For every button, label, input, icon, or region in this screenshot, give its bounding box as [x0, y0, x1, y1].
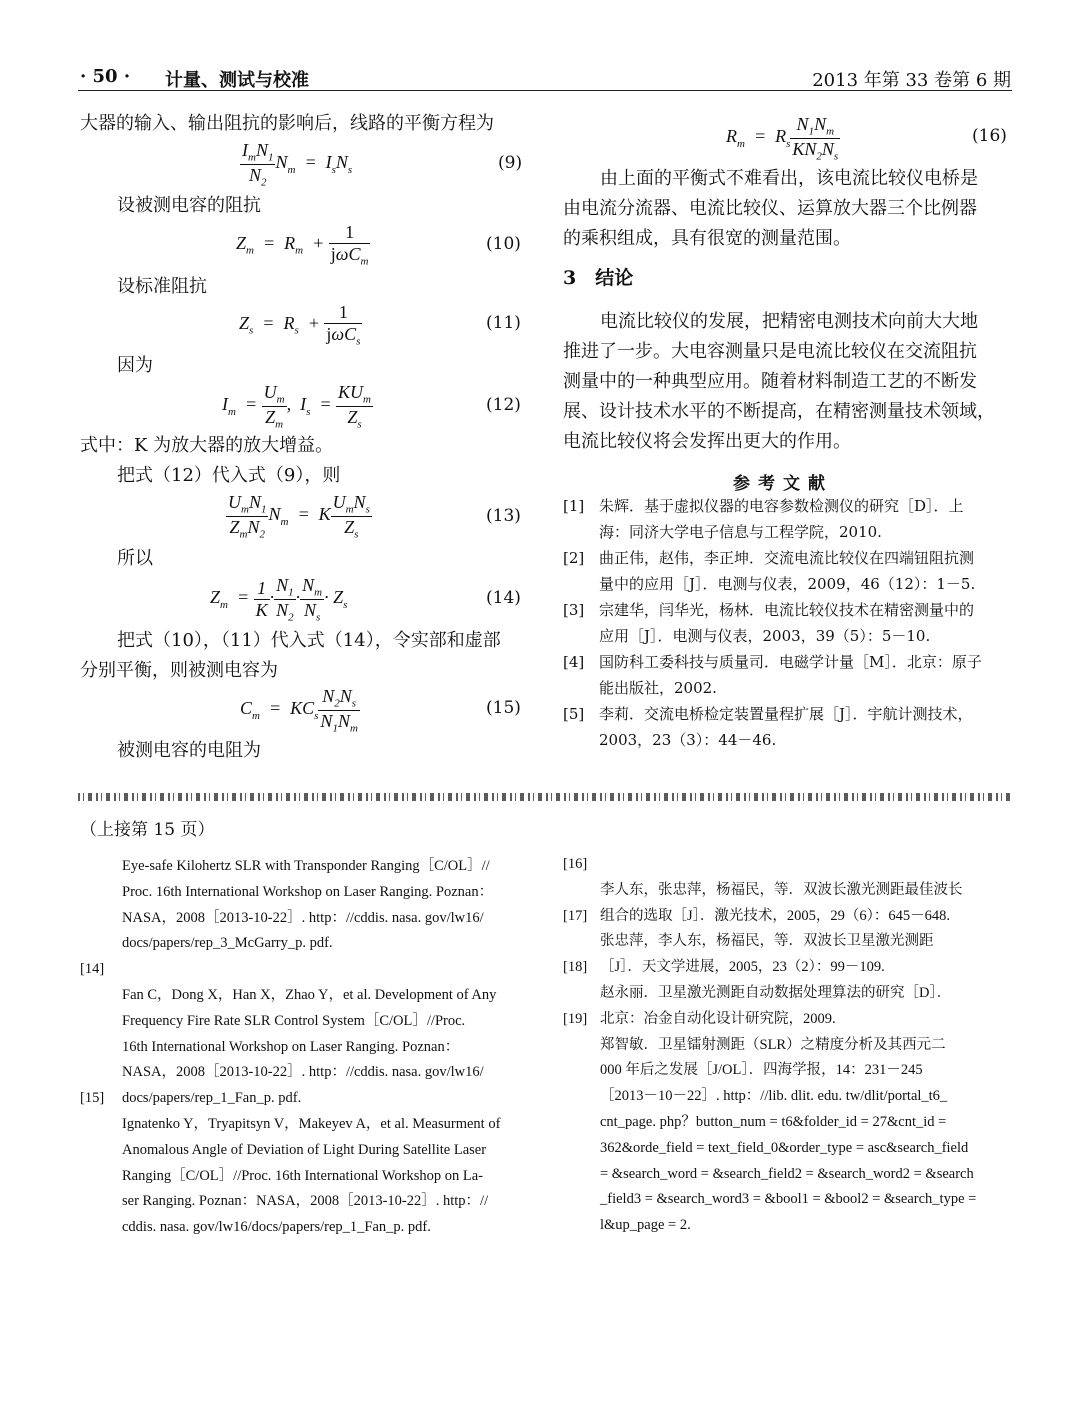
section-heading: 3 结论 — [563, 267, 634, 289]
reference-line: 李莉．交流电桥检定装置量程扩展［J］．宇航计测技术， — [599, 705, 973, 723]
eq16-number: (16) — [972, 126, 1007, 146]
reference-line: 组合的选取［J］．激光技术，2005，29（6）：645－648. — [600, 907, 951, 924]
reference-item — [80, 1086, 530, 1241]
reference-item — [563, 650, 1013, 701]
reference-item — [563, 494, 1013, 545]
right-para1-line2: 由电流分流器、电流比较仪、运算放大器三个比例器 — [563, 198, 977, 219]
reference-number: [2] — [563, 549, 585, 567]
reference-line: Anomalous Angle of Deviation of Light During Satellite Laser — [122, 1141, 487, 1158]
right-para2-line4: 展、设计技术水平的不断提高，在精密测量技术领域， — [563, 401, 995, 422]
right-para2-line1: 电流比较仪的发展，把精密电测技术向前大大地 — [600, 311, 978, 332]
reference-line: Fan C，Dong X，Han X，Zhao Y，et al. Development of Any — [122, 986, 497, 1003]
reference-line: Ignatenko Y，Tryapitsyn V，Makeyev A，et al. Measurment of — [122, 1115, 501, 1132]
left-para-5: 式中：K 为放大器的放大增益。 — [80, 435, 334, 456]
reference-line: Ranging［C/OL］//Proc. 16th International Workshop on La- — [122, 1167, 484, 1184]
right-para2-line5: 电流比较仪将会发挥出更大的作用。 — [563, 431, 851, 452]
reference-number: [17] — [563, 907, 588, 924]
reference-line: 量中的应用［J］．电测与仪表，2009，46（12）：1－5. — [599, 574, 976, 593]
reference-line: 曲正伟，赵伟，李正坤．交流电流比较仪在四端钮阻抗测 — [599, 549, 975, 567]
equation-9: $\frac{I_mN_1}{N_2}$ $N_m = I_sN_s$ — [242, 140, 353, 189]
right-para1-line1: 由上面的平衡式不难看出，该电流比较仪电桥是 — [600, 168, 978, 189]
reference-line: ［2013－10－22］. http：//lib. dlit. edu. tw/dlit/portal_t6_ — [600, 1088, 948, 1105]
reference-line: 362&orde_field = text_field_0&order_type = asc&search_field — [600, 1139, 969, 1156]
reference-line: 海：同济大学电子信息与工程学院，2010. — [599, 522, 882, 541]
equation-14: $Z_m$ = $\frac{1}{K}$ · $\frac{N_1}{N_2}$ · $\frac{N_m}{N_s}$ · $Z_s$ — [210, 575, 348, 624]
reference-line: NASA，2008［2013-10-22］. http：//cddis. nasa. gov/lw16/ — [122, 909, 484, 926]
reference-line: docs/papers/rep_3_McGarry_p. pdf. — [122, 935, 333, 952]
left-para-9: 被测电容的电阻为 — [117, 740, 261, 761]
reference-item — [563, 702, 1013, 753]
left-para-8a: 把式（10），（11）代入式（14），令实部和虚部 — [117, 630, 501, 651]
header-rule — [78, 90, 1012, 91]
reference-item — [563, 1007, 1013, 1239]
equation-10: $Z_m = R_m$ + $\frac{1}{j\omega C_m}$ — [236, 222, 369, 268]
reference-line: NASA，2008［2013-10-22］. http：//cddis. nasa. gov/lw16/ — [122, 1064, 484, 1081]
reference-item — [563, 546, 1013, 597]
eq9-number: (9) — [498, 153, 523, 173]
left-para-8b: 分别平衡，则被测电容为 — [80, 660, 278, 681]
reference-line: cnt_page. php？button_num = t6&folder_id = 27&cnt_id = — [600, 1113, 947, 1130]
reference-line: = &search_word = &search_field2 = &search_word2 = &search — [600, 1165, 974, 1182]
reference-number: [1] — [563, 497, 585, 515]
page-number: · 50 · — [80, 66, 131, 87]
equation-13: $\frac{U_mN_1}{Z_mN_2}$ $N_m = K$ $\frac{U_mN_s}{Z_s}$ — [228, 492, 370, 541]
references-title: 参考文献 — [733, 474, 833, 494]
reference-number: [14] — [80, 961, 105, 978]
reference-line: 应用［J］．电测与仪表，2003，39（5）：5－10. — [599, 626, 931, 645]
reference-number: [18] — [563, 959, 588, 976]
reference-line: _field3 = &search_word3 = &bool1 = &bool2 = &search_type = — [600, 1191, 977, 1208]
continued-note: （上接第 15 页） — [80, 820, 215, 840]
section-divider — [78, 793, 1012, 801]
equation-15: $C_m = KC_s$ $\frac{N_2N_s}{N_1N_m}$ — [240, 686, 358, 735]
equation-11: $Z_s = R_s$ + $\frac{1}{j\omega C_s}$ — [239, 302, 361, 348]
reference-line: 郑智敏．卫星镭射测距（SLR）之精度分析及其西元二 — [600, 1036, 946, 1053]
reference-line: ser Ranging. Poznan：NASA，2008［2013-10-22］. http：// — [122, 1193, 489, 1210]
reference-line: 朱辉．基于虚拟仪器的电容参数检测仪的研究［D］．上 — [599, 497, 964, 515]
left-para-1: 大器的输入、输出阻抗的影响后，线路的平衡方程为 — [80, 113, 494, 134]
reference-line: Proc. 16th International Workshop on Laser Ranging. Poznan： — [122, 883, 494, 900]
eq10-number: (10) — [486, 234, 521, 254]
reference-line: ［J］．天文学进展，2005，23（2）：99－109. — [600, 959, 885, 976]
reference-line: 张忠萍，李人东，杨福民，等．双波长卫星激光测距 — [600, 933, 934, 950]
reference-number: [16] — [563, 856, 588, 872]
left-para-6: 把式（12）代入式（9），则 — [117, 465, 341, 486]
reference-line: 16th International Workshop on Laser Ranging. Poznan： — [122, 1038, 460, 1055]
eq14-number: (14) — [486, 588, 521, 608]
reference-number: [3] — [563, 601, 585, 619]
left-para-4: 因为 — [117, 355, 153, 376]
right-para2-line3: 测量中的一种典型应用。随着材料制造工艺的不断发 — [563, 371, 977, 392]
eq12-number: (12) — [486, 395, 521, 415]
reference-line: 能出版社，2002. — [599, 678, 717, 697]
reference-line: 李人东，张忠萍，杨福民，等．双波长激光测距最佳波长 — [600, 881, 963, 898]
reference-line: 赵永丽．卫星激光测距自动数据处理算法的研究［D］． — [600, 984, 952, 1001]
left-para-2: 设被测电容的阻抗 — [117, 195, 261, 216]
reference-line: l&up_page = 2. — [600, 1217, 691, 1234]
reference-line: 000 年后之发展［J/OL］．四海学报，14：231－245 — [600, 1062, 923, 1079]
reference-number: [4] — [563, 653, 585, 671]
eq11-number: (11) — [486, 313, 521, 333]
eq13-number: (13) — [486, 506, 521, 526]
left-para-3: 设标准阻抗 — [117, 276, 207, 297]
reference-item — [563, 598, 1013, 649]
eq15-number: (15) — [486, 698, 521, 718]
equation-12: $I_m$ = $\frac{U_m}{Z_m}$ , $I_s$ = $\frac{KU_m}{Z_s}$ — [222, 382, 371, 431]
journal-title: 计量、测试与校准 — [165, 70, 309, 91]
reference-number: [19] — [563, 1010, 588, 1027]
right-para2-line2: 推进了一步。大电容测量只是电流比较仪在交流阻抗 — [563, 341, 977, 362]
equation-16: $R_m = R_s$ $\frac{N_1N_m}{KN_2N_s}$ — [726, 114, 839, 163]
reference-item — [80, 854, 530, 957]
reference-line: 宗建华，闫华光，杨林．电流比较仪技术在精密测量中的 — [599, 601, 975, 619]
right-para1-line3: 的乘积组成，具有很宽的测量范围。 — [563, 228, 851, 249]
reference-line: 国防科工委科技与质量司．电磁学计量［M］．北京：原子 — [599, 653, 982, 671]
reference-line: 北京：冶金自动化设计研究院，2009. — [600, 1010, 836, 1027]
reference-line: cddis. nasa. gov/lw16/docs/papers/rep_1_Fan_p. pdf. — [122, 1219, 431, 1236]
reference-number: [5] — [563, 705, 585, 723]
reference-line: Frequency Fire Rate SLR Control System［C/OL］//Proc. — [122, 1012, 466, 1029]
reference-line: docs/papers/rep_1_Fan_p. pdf. — [122, 1090, 302, 1107]
reference-line: 2003，23（3）：44－46. — [599, 730, 777, 749]
reference-number: [15] — [80, 1090, 105, 1107]
reference-line: Eye-safe Kilohertz SLR with Transponder Ranging［C/OL］// — [122, 858, 490, 874]
left-para-7: 所以 — [117, 548, 153, 569]
issue-info: 2013 年第 33 卷第 6 期 — [812, 70, 1011, 91]
